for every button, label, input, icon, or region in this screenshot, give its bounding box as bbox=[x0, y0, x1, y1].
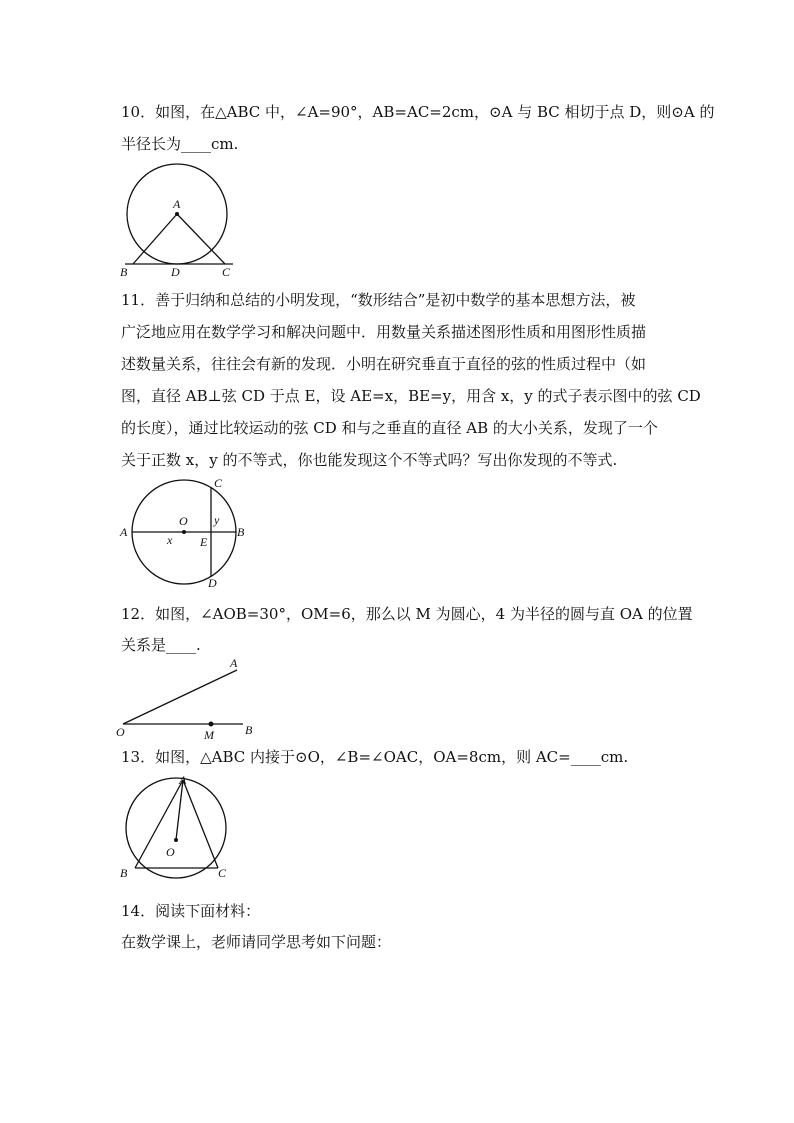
q11-label-e: E bbox=[200, 535, 208, 549]
q11-text-line-4: 图，直径 AB⊥弦 CD 于点 E，设 AE=x，BE=y，用含 x，y 的式子表示图中的弦 CD bbox=[121, 387, 701, 405]
q11-point-o bbox=[182, 530, 186, 534]
q11-text-line-6: 关于正数 x，y 的不等式，你也能发现这个不等式吗？写出你发现的不等式. bbox=[121, 451, 618, 469]
q11-text-line-3: 述数量关系，往往会有新的发现．小明在研究垂直于直径的弦的性质过程中（如 bbox=[121, 355, 647, 373]
q10-segment-ab bbox=[133, 214, 177, 264]
q13-label-a: A bbox=[179, 773, 187, 787]
q14-text-line-2: 在数学课上，老师请同学思考如下问题： bbox=[121, 933, 392, 951]
q13-point-o bbox=[174, 838, 178, 842]
q12-label-a: A bbox=[230, 656, 238, 670]
q13-segment-ab bbox=[135, 780, 183, 868]
q12-point-m bbox=[209, 722, 214, 727]
q13-label-c: C bbox=[218, 866, 227, 880]
q11-text-line-1: 11．善于归纳和总结的小明发现，“数形结合”是初中数学的基本思想方法，被 bbox=[121, 291, 636, 309]
q11-label-x: x bbox=[167, 533, 173, 547]
q12-label-o: O bbox=[116, 725, 125, 739]
q12-text-line-1: 12．如图，∠AOB=30°，OM=6，那么以 M 为圆心，4 为半径的圆与直 OA 的位置 bbox=[121, 605, 693, 623]
q10-figure bbox=[115, 168, 245, 280]
q12-ray-oa bbox=[123, 670, 237, 724]
q10-label-b: B bbox=[120, 265, 128, 279]
q11-label-c: C bbox=[214, 476, 223, 490]
q11-text-line-5: 的长度），通过比较运动的弦 CD 和与之垂直的直径 AB 的大小关系，发现了一个 bbox=[121, 419, 658, 437]
q11-label-d: D bbox=[208, 576, 217, 590]
q12-figure bbox=[115, 656, 265, 742]
q12-label-b: B bbox=[245, 723, 253, 737]
q11-label-b: B bbox=[237, 525, 245, 539]
q11-figure bbox=[115, 476, 255, 592]
q13-label-o: O bbox=[166, 845, 175, 859]
q14-text-line-1: 14．阅读下面材料： bbox=[121, 902, 261, 920]
q10-text-line-2: 半径长为____cm. bbox=[121, 135, 239, 153]
q10-label-d: D bbox=[171, 265, 180, 279]
q10-text-line-1: 10．如图，在△ABC 中，∠A=90°，AB=AC=2cm，⊙A 与 BC 相切于点 D，则⊙A 的 bbox=[121, 103, 715, 121]
q10-point-a bbox=[175, 212, 179, 216]
q10-segment-ac bbox=[177, 214, 225, 264]
q13-figure bbox=[115, 774, 245, 886]
q12-label-m: M bbox=[204, 728, 214, 742]
q11-text-line-2: 广泛地应用在数学学习和解决问题中．用数量关系描述图形性质和用图形性质描 bbox=[121, 323, 647, 341]
q11-label-a: A bbox=[120, 525, 128, 539]
q10-label-c: C bbox=[222, 265, 231, 279]
q11-label-y: y bbox=[214, 513, 220, 527]
q12-text-line-2: 关系是____. bbox=[121, 636, 201, 654]
q13-text-line-1: 13．如图，△ABC 内接于⊙O，∠B=∠OAC，OA=8cm，则 AC=____cm. bbox=[121, 748, 629, 766]
q13-segment-oa bbox=[176, 780, 183, 840]
q13-label-b: B bbox=[120, 866, 128, 880]
q10-label-a: A bbox=[173, 197, 181, 211]
q11-label-o: O bbox=[179, 514, 188, 528]
